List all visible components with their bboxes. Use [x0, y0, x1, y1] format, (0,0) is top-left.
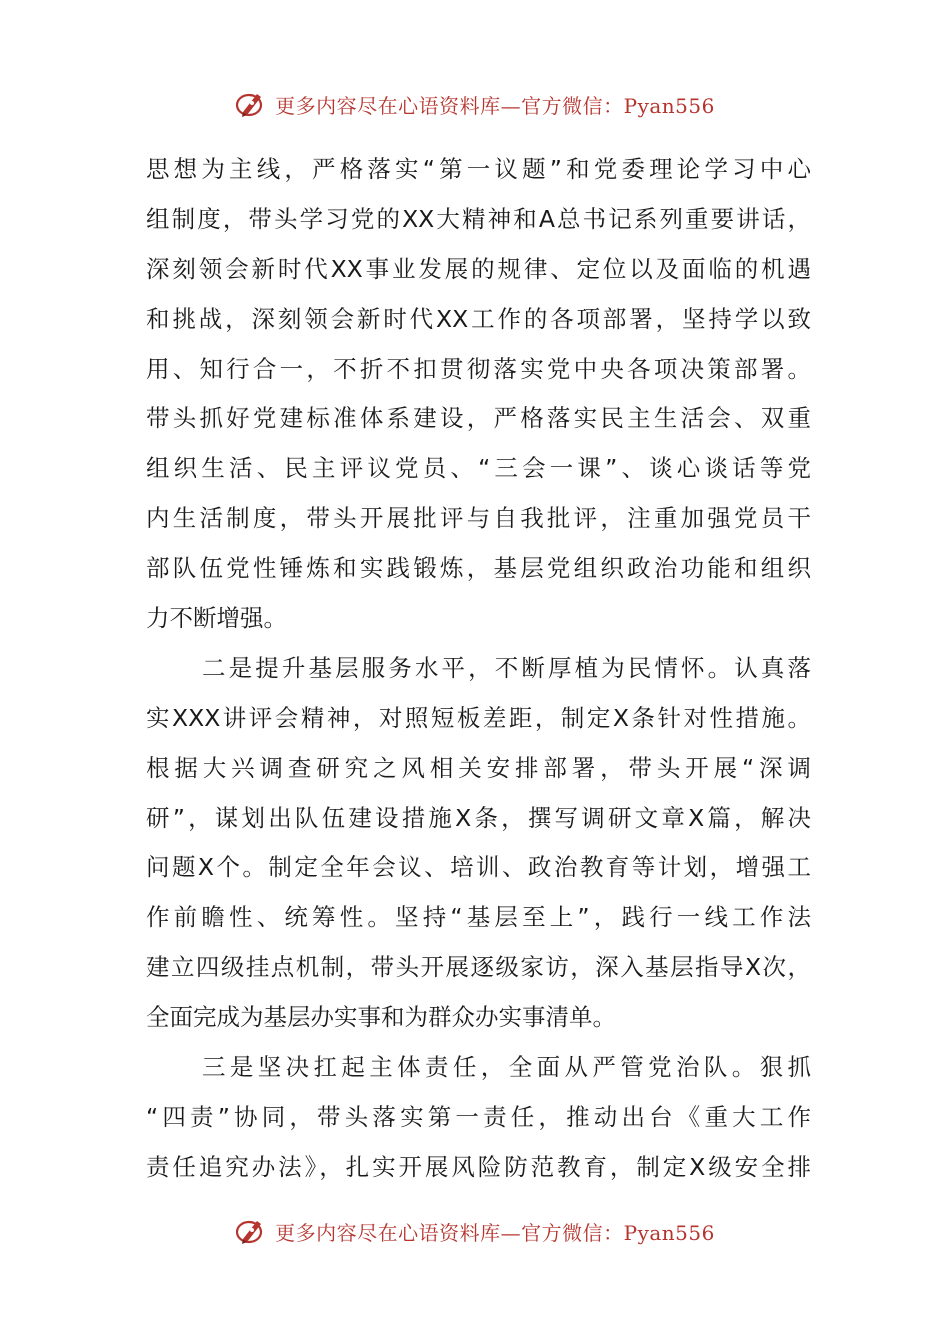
text-line: 组织生活、民主评议党员、“三会一课”、谈心谈话等党 [146, 454, 811, 483]
text-line: 实XXX讲评会精神，对照短板差距，制定X条针对性措施。 [146, 703, 811, 732]
header-watermark [0, 84, 950, 124]
text-line: 作前瞻性、统筹性。坚持“基层至上”，践行一线工作法 [146, 903, 811, 932]
paragraph-start-line: 三是坚决扛起主体责任，全面从严管党治队。狠抓 [202, 1053, 811, 1082]
text-line: 力不断增强。 [146, 604, 287, 633]
text-line: 问题X个。制定全年会议、培训、政治教育等计划，增强工 [146, 853, 811, 882]
text-line: 组制度，带头学习党的XX大精神和A总书记系列重要讲话， [146, 204, 811, 233]
pen-logo-icon [235, 1215, 267, 1247]
text-line: 责任追究办法》，扎实开展风险防范教育，制定X级安全排 [146, 1152, 811, 1181]
document-body [146, 145, 811, 1193]
paragraph-start-line: 二是提升基层服务水平，不断厚植为民情怀。认真落 [202, 653, 811, 682]
footer-watermark [0, 1211, 950, 1251]
text-line: 用、知行合一，不折不扣贯彻落实党中央各项决策部署。 [146, 354, 811, 383]
watermark-text: 更多内容尽在心语资料库—官方微信：Pyan556 [275, 93, 715, 118]
text-line: 研”，谋划出队伍建设措施X条，撰写调研文章X篇，解决 [146, 803, 811, 832]
text-line: “四责”协同，带头落实第一责任，推动出台《重大工作 [146, 1102, 811, 1131]
text-line: 带头抓好党建标准体系建设，严格落实民主生活会、双重 [146, 404, 811, 433]
watermark-text: 更多内容尽在心语资料库—官方微信：Pyan556 [275, 1220, 715, 1245]
text-line: 全面完成为基层办实事和为群众办实事清单。 [146, 1003, 616, 1032]
text-line: 和挑战，深刻领会新时代XX工作的各项部署，坚持学以致 [146, 304, 811, 333]
pen-logo-icon [235, 88, 267, 120]
text-line: 建立四级挂点机制，带头开展逐级家访，深入基层指导X次， [146, 953, 811, 982]
text-line: 深刻领会新时代XX事业发展的规律、定位以及面临的机遇 [146, 254, 811, 283]
text-line: 根据大兴调查研究之风相关安排部署，带头开展“深调 [146, 753, 811, 782]
text-line: 内生活制度，带头开展批评与自我批评，注重加强党员干 [146, 504, 811, 533]
text-line: 部队伍党性锤炼和实践锻炼，基层党组织政治功能和组织 [146, 554, 811, 583]
text-line: 思想为主线，严格落实“第一议题”和党委理论学习中心 [146, 155, 811, 183]
